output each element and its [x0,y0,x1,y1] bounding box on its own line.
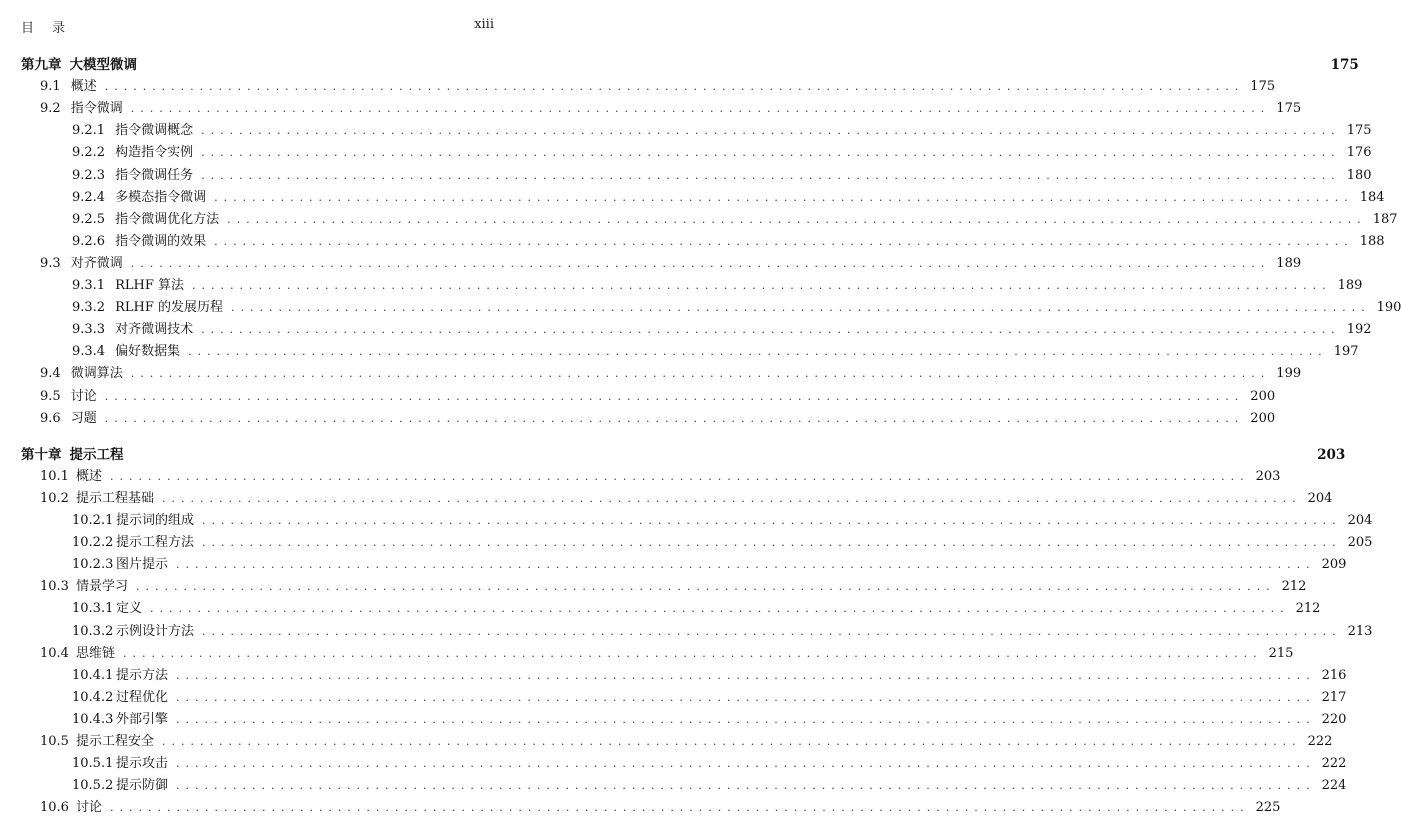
toc-entry-page: 200 [1250,410,1276,426]
toc-entry[interactable] [0,575,1307,595]
toc-entry-title: 提示词的组成 [116,513,195,528]
toc-entry-number: 9.2.6 [72,233,106,249]
toc-entry-page: 175 [1330,57,1359,73]
toc-entry-page: 184 [1359,189,1385,205]
toc-entry-number: 9.2.1 [72,123,106,139]
toc-entry-title: 提示防御 [116,778,169,794]
toc-entry[interactable] [0,774,1347,794]
dot-leader: ........................................................................................................................ [176,668,1316,682]
toc-entry-number: 10.3.1 [72,601,114,617]
dot-leader: ........................................................................................................................ [201,124,1341,138]
toc-entry[interactable] [0,296,1401,316]
toc-entry-number: 9.3 [40,255,61,271]
toc-entry-number: 10.5 [40,734,69,749]
toc-entry[interactable] [0,487,1333,507]
toc-entry-page: 205 [1347,535,1373,551]
toc-entry[interactable] [0,97,1302,117]
dot-leader: ........................................................................................................................ [214,190,1354,204]
toc-entry-title: 定义 [116,601,143,617]
toc-entry[interactable] [0,708,1347,728]
toc-entry[interactable] [0,730,1333,750]
toc-entry[interactable] [0,686,1347,706]
toc-entry-title: 微调算法 [70,366,123,382]
dot-leader: ........................................................................................................................ [188,345,1328,359]
toc-entry-page: 216 [1321,667,1347,683]
toc-entry-page: 225 [1255,800,1281,816]
toc-entry-page: 188 [1359,233,1385,249]
toc-chapter-entry[interactable] [0,443,1346,463]
toc-entry-title: 习题 [70,410,97,426]
toc-entry[interactable] [0,208,1398,228]
toc-entry-title: 外部引擎 [116,711,169,727]
toc-entry-title: 指令微调概念 [115,123,194,139]
toc-entry-number: 10.3 [40,579,69,595]
toc-entry-number: 9.3.3 [72,322,106,338]
toc-entry[interactable] [0,620,1373,640]
toc-entry[interactable] [0,796,1281,816]
toc-entry-title: 提示攻击 [116,756,169,772]
toc-entry[interactable] [0,230,1385,250]
toc-entry-page: 209 [1321,557,1347,573]
toc-entry-title: 指令微调 [70,101,123,117]
toc-entry-number: 9.3.1 [72,278,106,293]
toc-entry-number: 9.5 [40,388,61,404]
dot-leader: ........................................................................................................................ [231,301,1371,315]
dot-leader: ........................................................................................................................ [104,389,1245,403]
dot-leader: ........................................................................................................................ [104,80,1245,94]
toc-entry-title: 思维链 [76,645,116,661]
dot-leader: ........................................................................................................................ [130,256,1271,270]
toc-entry-page: 199 [1276,366,1302,382]
toc-entry-title: 提示工程方法 [116,535,195,551]
toc-entry-title: 提示工程 [69,446,124,463]
toc-entry-title: 多模态指令微调 [115,189,207,205]
toc-entry-page: 203 [1317,446,1346,463]
toc-entry-title: 图片提示 [116,557,169,573]
dot-leader: ........................................................................................................................ [110,469,1250,483]
dot-leader: ........................................................................................................................ [202,514,1342,527]
toc-entry-number: 第十章 [21,446,62,463]
toc-entry[interactable] [0,509,1373,529]
toc-entry-page: 189 [1276,255,1302,271]
toc-entry-title: 对齐微调 [70,255,123,271]
toc-entry-number: 9.1 [40,79,61,95]
toc-entry-title: RLHF 算法 [115,278,184,293]
toc-entry-number: 10.6 [40,800,69,816]
toc-entry[interactable] [0,407,1276,427]
toc-entry-title: 构造指令实例 [115,145,194,161]
dot-leader: ........................................................................................................................ [123,646,1263,660]
toc-entry-page: 192 [1346,322,1372,338]
dot-leader: ........................................................................................................................ [162,491,1302,505]
dot-leader: ........................................................................................................................ [202,536,1342,550]
toc-entry-title: 指令微调任务 [115,167,194,183]
toc-entry-number: 9.2.5 [72,211,106,227]
dot-leader: ........................................................................................................................ [162,735,1302,748]
dot-leader: ........................................................................................................................ [150,602,1290,616]
toc-entry-title: 提示工程基础 [76,490,155,506]
toc-entry-number: 9.2 [40,101,61,117]
toc-entry[interactable] [0,752,1347,772]
toc-entry-title: 偏好数据集 [115,344,181,360]
toc-entry-title: 提示工程安全 [76,734,155,749]
toc-entry-number: 10.2.1 [72,513,114,528]
toc-entry[interactable] [0,164,1372,184]
toc-entry-page: 222 [1307,734,1333,749]
toc-entry-page: 197 [1333,344,1359,360]
dot-leader: ........................................................................................................................ [176,779,1316,793]
toc-entry-page: 175 [1346,123,1372,139]
toc-entry-page: 175 [1276,101,1302,117]
toc-entry-page: 222 [1321,756,1347,772]
dot-leader: ........................................................................................................................ [192,279,1332,292]
dot-leader: ........................................................................................................................ [176,712,1316,726]
toc-entry-page: 224 [1321,778,1347,794]
toc-entry[interactable] [0,531,1373,551]
toc-entry-page: 190 [1376,300,1401,316]
toc-entry-page: 212 [1281,579,1307,595]
toc-entry[interactable] [0,385,1276,405]
dot-leader: ........................................................................................................................ [176,757,1316,771]
toc-entry[interactable] [0,141,1372,161]
toc-entry-page: 200 [1250,388,1276,404]
dot-leader: ........................................................................................................................ [104,411,1245,425]
dot-leader: ........................................................................................................................ [130,102,1271,116]
dot-leader: ........................................................................................................................ [176,690,1316,704]
toc-entry-number: 9.2.4 [72,189,106,205]
toc-entry-number: 10.5.2 [72,778,114,794]
dot-leader: ........................................................................................................................ [201,146,1341,160]
toc-entry-page: 220 [1321,711,1347,727]
dot-leader: ........................................................................................................................ [227,212,1367,226]
toc-entry-title: 讨论 [76,800,103,816]
toc-entry-number: 第九章 [21,57,62,73]
toc-entry-number: 10.2.3 [72,557,114,573]
toc-entry-page: 180 [1346,167,1372,183]
dot-leader: ........................................................................................................................ [176,558,1316,572]
toc-entry-title: 情景学习 [76,579,129,595]
toc-entry-title: 大模型微调 [69,57,137,73]
toc-entry-page: 176 [1346,145,1372,161]
toc-entry[interactable] [0,642,1294,662]
toc-entry-page: 204 [1347,513,1373,528]
toc-entry[interactable] [0,274,1363,294]
header-title: 目 录 [21,21,73,36]
dot-leader: ........................................................................................................................ [201,323,1341,337]
toc-entry[interactable] [0,252,1302,272]
toc-entry-number: 10.4 [40,645,69,661]
toc-entry-page: 204 [1307,490,1333,506]
toc-entry-number: 10.2 [40,490,69,506]
toc-entry[interactable] [0,75,1276,95]
toc-entry-page: 203 [1255,468,1281,484]
toc-entry-number: 9.4 [40,366,61,382]
toc-entry[interactable] [0,664,1347,684]
toc-entry[interactable] [0,465,1281,485]
toc-entry-number: 10.3.2 [72,623,114,639]
toc-entry-page: 175 [1250,79,1276,95]
toc-entry-number: 9.6 [40,410,61,426]
toc-entry[interactable] [0,119,1372,139]
toc-entry-title: 讨论 [70,388,97,404]
dot-leader: ........................................................................................................................ [110,801,1250,815]
toc-entry[interactable] [0,553,1347,573]
toc-entry-number: 9.3.4 [72,344,106,360]
toc-entry-page: 187 [1372,211,1398,227]
toc-entry-number: 10.4.3 [72,711,114,727]
toc-entry-title: 过程优化 [116,689,169,705]
toc-entry-page: 189 [1337,278,1363,293]
dot-leader: ........................................................................................................................ [214,234,1354,248]
toc-entry-number: 10.2.2 [72,535,114,551]
toc-entry-page: 217 [1321,689,1347,705]
toc-entry[interactable] [0,340,1359,360]
toc-entry-title: RLHF 的发展历程 [115,300,223,316]
toc-entry-number: 10.5.1 [72,756,114,772]
toc-entry-number: 9.2.3 [72,167,106,183]
toc-chapter-entry[interactable] [0,53,1359,73]
toc-entry-number: 10.4.1 [72,667,114,683]
toc-entry-page: 212 [1295,601,1321,617]
toc-entry-title: 对齐微调技术 [115,322,194,338]
running-header [21,17,494,36]
toc-entry-title: 指令微调的效果 [115,233,207,249]
toc-entry-number: 9.3.2 [72,300,106,316]
toc-entry-number: 10.1 [40,468,69,484]
toc-entry[interactable] [0,597,1321,617]
toc-entry[interactable] [0,362,1302,382]
toc-entry[interactable] [0,318,1372,338]
toc-entry-number: 10.4.2 [72,689,114,705]
dot-leader: ........................................................................................................................ [130,367,1271,381]
toc-entry-title: 概述 [70,79,97,95]
toc-entry-page: 213 [1347,623,1373,639]
dot-leader: ........................................................................................................................ [201,168,1341,182]
header-page-number: xiii [474,17,494,32]
toc-entry-title: 示例设计方法 [116,623,195,639]
toc-entry-number: 9.2.2 [72,145,106,161]
toc-entry[interactable] [0,186,1385,206]
toc-entry-page: 215 [1268,645,1294,661]
toc-entry-title: 指令微调优化方法 [115,211,220,227]
dot-leader: ........................................................................................................................ [202,624,1342,638]
toc-entry-title: 提示方法 [116,667,169,683]
toc-entry-title: 概述 [76,468,103,484]
dot-leader: ........................................................................................................................ [136,580,1276,594]
